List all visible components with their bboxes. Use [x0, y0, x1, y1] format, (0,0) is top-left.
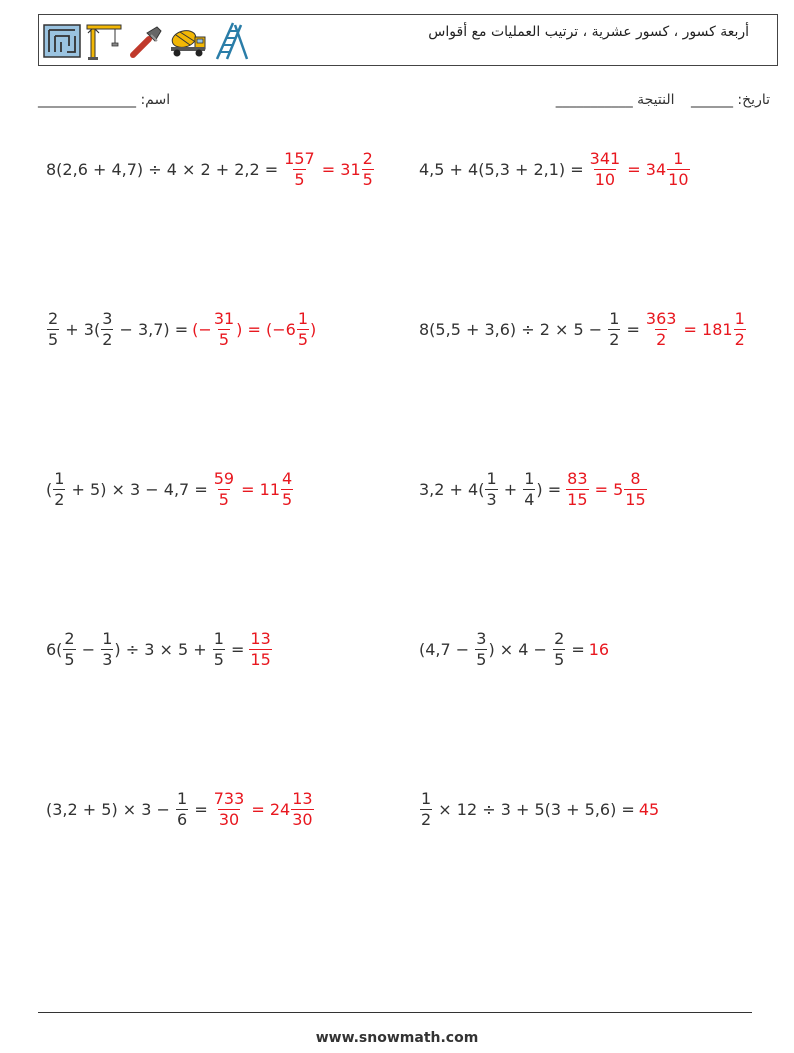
answer-fraction: $\frac{83}{15}$: [567, 469, 588, 509]
answer-mixed-number: 34 $\frac{1}{10}$: [645, 149, 689, 189]
crane-icon: [85, 21, 123, 61]
problem-10: $\frac{1}{2}$ × 12 ÷ 3 + 5(3 + 5,6) = 45: [421, 789, 660, 829]
score-label: النتيجة ___________: [555, 92, 675, 108]
expression-fraction: $\frac{1}{2}$: [54, 469, 65, 509]
expression-fraction: $\frac{2}{5}$: [64, 629, 75, 669]
header-icons: [43, 21, 251, 61]
answer-mixed-number: 24 $\frac{13}{30}$: [269, 789, 313, 829]
expression-fraction: $\frac{2}{5}$: [554, 629, 565, 669]
answer-fraction: $\frac{157}{5}$: [284, 149, 315, 189]
problem-3: $\frac{2}{5}$ + 3( $\frac{3}{2}$ − 3,7) = (− $\frac{31}{5}$ ) = (−6 $\frac{1}{5}$ ): [48, 309, 317, 349]
name-field: اسم: ______________: [38, 92, 171, 108]
problem-7: 6( $\frac{2}{5}$ − $\frac{1}{3}$ ) ÷ 3 × 5 + $\frac{1}{5}$ = $\frac{13}{15}$: [46, 629, 271, 669]
expression-fraction: $\frac{1}{5}$: [213, 629, 224, 669]
answer-fraction: $\frac{31}{5}$: [213, 309, 235, 349]
footer-divider: [38, 1012, 752, 1013]
answer-mixed-number: (−6 $\frac{1}{5}$ ): [266, 309, 317, 349]
answer-fraction: $\frac{13}{15}$: [250, 629, 271, 669]
expression-fraction: $\frac{2}{5}$: [48, 309, 59, 349]
answer-value: 45: [638, 799, 660, 819]
expression-fraction: $\frac{1}{6}$: [177, 789, 188, 829]
answer-mixed-number: 181 $\frac{1}{2}$: [702, 309, 745, 349]
expression-fraction: $\frac{1}{2}$: [421, 789, 432, 829]
date-score-field: [556, 92, 770, 108]
problem-expression: 8(2,6 + 4,7) ÷ 4 × 2 + 2,2 =: [46, 159, 279, 179]
cement-truck-icon: [169, 21, 209, 61]
answer-fraction: $\frac{59}{5}$: [213, 469, 235, 509]
problem-8: (4,7 − $\frac{3}{5}$ ) × 4 − $\frac{2}{5}$ = 16: [419, 629, 610, 669]
footer-website[interactable]: www.snowmath.com: [315, 1030, 479, 1046]
answer-mixed-number: 11 $\frac{4}{5}$: [259, 469, 293, 509]
expression-fraction: $\frac{3}{5}$: [476, 629, 487, 669]
problem-9: (3,2 + 5) × 3 − $\frac{1}{6}$ = $\frac{733}{30}$ = 24 $\frac{13}{30}$: [46, 789, 313, 829]
problem-expression: 4,5 + 4(5,3 + 2,1) =: [419, 159, 584, 179]
problem-5: ( $\frac{1}{2}$ + 5) × 3 − 4,7 = $\frac{59}{5}$ = 11 $\frac{4}{5}$: [46, 469, 293, 509]
expression-fraction: $\frac{1}{4}$: [524, 469, 535, 509]
expression-fraction: $\frac{1}{3}$: [486, 469, 497, 509]
expression-fraction: $\frac{3}{2}$: [102, 309, 113, 349]
worksheet-header: [38, 14, 778, 66]
problem-1: 8(2,6 + 4,7) ÷ 4 × 2 + 2,2 = $\frac{157}{5}$ = 31 $\frac{2}{5}$: [46, 149, 373, 189]
date-label: تاريخ: ______: [690, 92, 770, 108]
problem-2: 4,5 + 4(5,3 + 2,1) = $\frac{341}{10}$ = 34 $\frac{1}{10}$: [419, 149, 689, 189]
ladder-icon: [213, 21, 251, 61]
answer-value: 16: [588, 639, 610, 659]
expression-fraction: $\frac{1}{2}$: [609, 309, 620, 349]
worksheet-title: أربعة كسور ، كسور عشرية ، ترتيب العمليات مع أقواس: [428, 24, 749, 40]
answer-mixed-number: 31 $\frac{2}{5}$: [340, 149, 373, 189]
problem-6: 3,2 + 4( $\frac{1}{3}$ + $\frac{1}{4}$ ) = $\frac{83}{15}$ = 5 $\frac{8}{15}$: [419, 469, 646, 509]
answer-mixed-number: 5 $\frac{8}{15}$: [613, 469, 646, 509]
answer-fraction: $\frac{733}{30}$: [213, 789, 245, 829]
maze-icon: [43, 24, 81, 58]
problem-4: 8(5,5 + 3,6) ÷ 2 × 5 − $\frac{1}{2}$ = $\frac{363}{2}$ = 181 $\frac{1}{2}$: [419, 309, 745, 349]
expression-fraction: $\frac{1}{3}$: [102, 629, 113, 669]
answer-fraction: $\frac{341}{10}$: [589, 149, 621, 189]
answer-fraction: $\frac{363}{2}$: [645, 309, 677, 349]
wrench-icon: [127, 21, 165, 61]
